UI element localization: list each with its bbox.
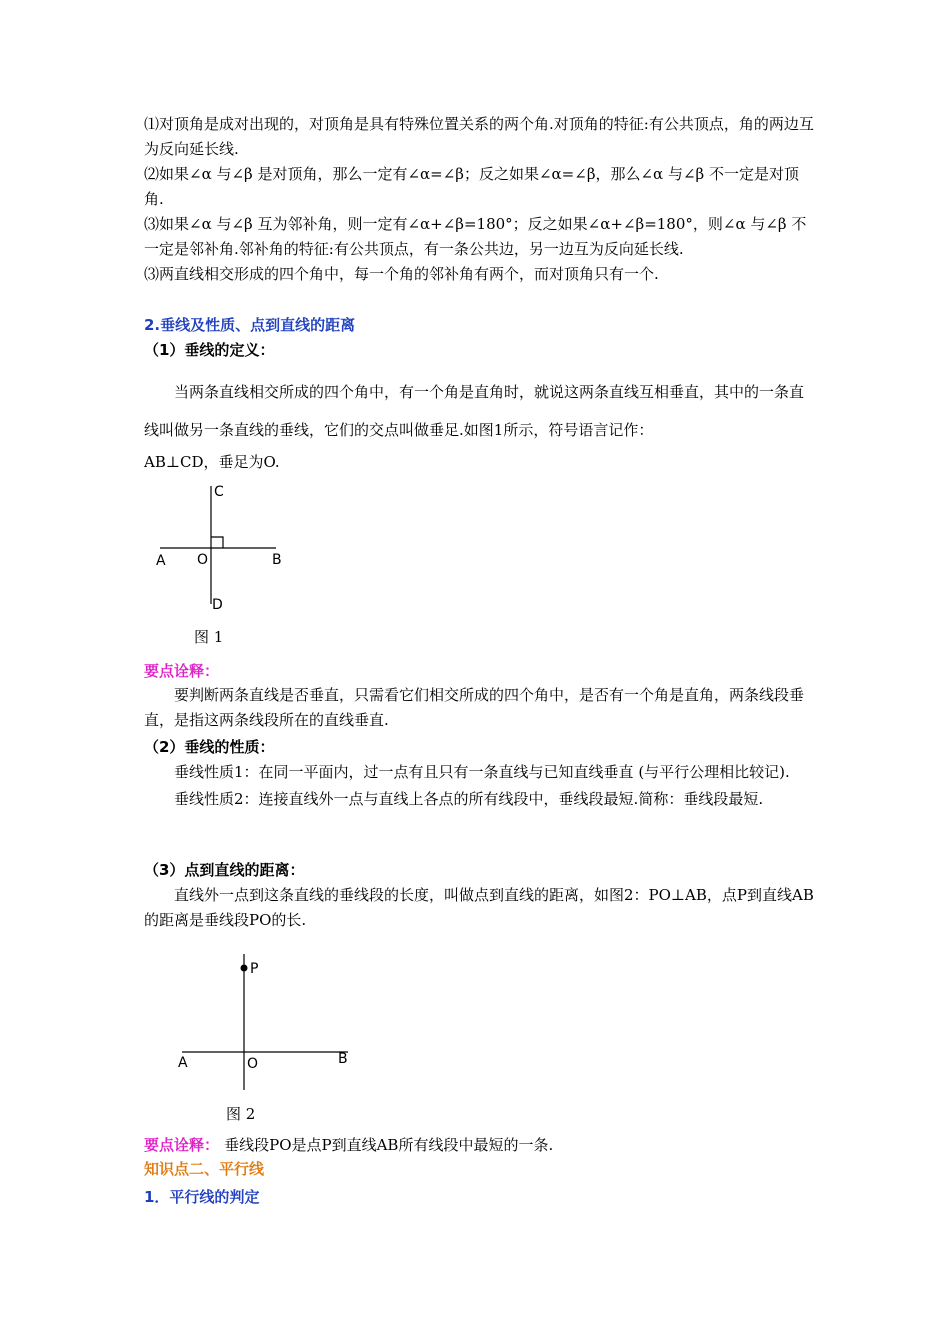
distance-block <box>144 858 816 933</box>
section-2-header <box>144 313 816 363</box>
figure-1-diagram <box>150 480 300 615</box>
label-a: A <box>156 553 166 569</box>
distance-text: 直线外一点到这条直线的垂线段的长度，叫做点到直线的距离，如图2：PO⊥AB，点P到直线AB的距离是垂线段PO的长. <box>144 886 814 929</box>
note-2: ⑵如果∠α 与∠β 是对顶角，那么一定有∠α=∠β；反之如果∠α=∠β，那么∠α 与∠β 不一定是对顶角. <box>144 165 799 208</box>
note-1: ⑴对顶角是成对出现的，对顶角是具有特殊位置关系的两个角.对顶角的特征:有公共顶点，角的两边互为反向延长线. <box>144 115 814 158</box>
notes-block <box>144 112 816 287</box>
label-o: O <box>197 552 209 568</box>
key-point-2 <box>144 1133 816 1158</box>
figure-1 <box>150 480 300 619</box>
figure-2-diagram <box>172 950 362 1095</box>
label-b: B <box>272 552 282 568</box>
label-a: A <box>178 1055 188 1071</box>
note-4: ⑶两直线相交形成的四个角中，每一个角的邻补角有两个，而对顶角只有一个. <box>144 265 659 283</box>
label-b: B <box>338 1051 348 1067</box>
property-1: 垂线性质1：在同一平面内，过一点有且只有一条直线与已知直线垂直 (与平行公理相比较记). <box>174 763 790 781</box>
definition-formula: AB⊥CD，垂足为O. <box>144 453 280 471</box>
note-3: ⑶如果∠α 与∠β 互为邻补角，则一定有∠α+∠β=180°；反之如果∠α+∠β=180°，则∠α 与∠β 不一定是邻补角.邻补角的特征:有公共顶点，有一条公共边，另一边互为反向延长线. <box>144 215 807 258</box>
figure-1-caption: 图 1 <box>194 628 224 646</box>
property-2: 垂线性质2：连接直线外一点与直线上各点的所有线段中，垂线段最短.简称：垂线段最短. <box>174 790 764 808</box>
key-point-2-text: 垂线段PO是点P到直线AB所有线段中最短的一条. <box>224 1136 554 1154</box>
property-title: （2）垂线的性质： <box>144 738 275 756</box>
right-angle-mark <box>211 537 223 548</box>
label-p: P <box>250 961 259 977</box>
figure-2-caption: 图 2 <box>226 1105 256 1123</box>
figure-2 <box>172 950 362 1099</box>
label-o: O <box>247 1056 259 1072</box>
section-2-title: 2.垂线及性质、点到直线的距离 <box>144 316 356 334</box>
definition-title: （1）垂线的定义： <box>144 341 275 359</box>
label-c: C <box>214 484 224 500</box>
subsection-1-title: 1．平行线的判定 <box>144 1188 260 1206</box>
key-point-2-label: 要点诠释： <box>144 1136 220 1154</box>
knowledge-point-2-title: 知识点二、平行线 <box>144 1160 265 1178</box>
key-point-1-label: 要点诠释： <box>144 662 220 680</box>
definition-text: 当两条直线相交所成的四个角中，有一个角是直角时，就说这两条直线互相垂直，其中的一条直线叫做另一条直线的垂线，它们的交点叫做垂足.如图1所示，符号语言记作： <box>144 383 805 439</box>
property-block <box>144 735 816 812</box>
label-d: D <box>212 597 223 613</box>
key-point-1-text: 要判断两条直线是否垂直，只需看它们相交所成的四个角中，是否有一个角是直角，两条线段垂直，是指这两条线段所在的直线垂直. <box>144 686 805 729</box>
definition-formula-wrap <box>144 450 816 475</box>
key-point-1 <box>144 660 816 733</box>
point-p <box>241 965 248 972</box>
definition-block <box>144 373 816 449</box>
distance-title: （3）点到直线的距离： <box>144 861 305 879</box>
knowledge-point-2 <box>144 1156 816 1212</box>
